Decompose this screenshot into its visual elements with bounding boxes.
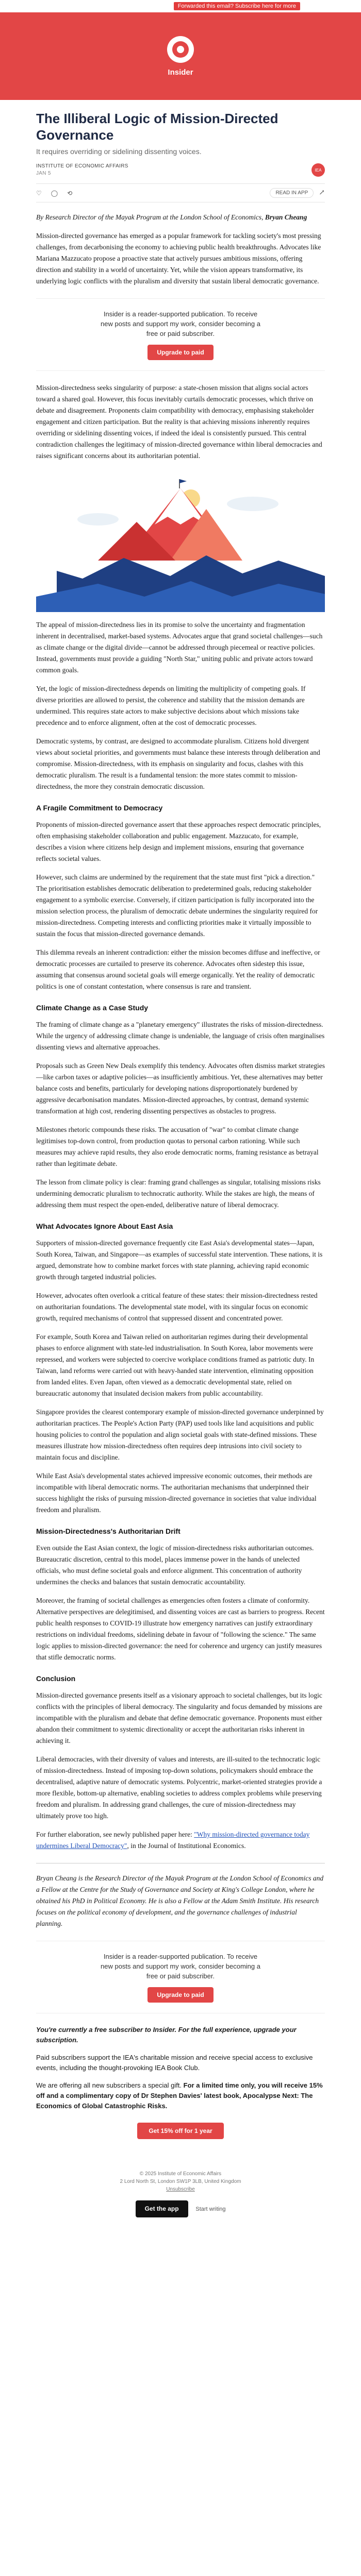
article-subtitle: It requires overriding or sidelining dissenting voices.	[36, 147, 202, 156]
section-heading: Mission-Directedness's Authoritarian Drift	[36, 1527, 180, 1535]
paper-link[interactable]: "Why mission-directed governance today undermines Liberal Democracy"	[36, 1831, 310, 1850]
paragraph: However, such claims are undermined by the requirement that the state must first "pick a direction." The prioritisation establishes democratic deliberation to predetermined goals, reducing stakeholder engagement to a symbolic exercise. Conversely, if citizen participation is fully incorporated into the mission selection process, the pluralism of democratic debate undermines the singularity required for mission-directedness. Competing interests and conflicting priorities make it virtually impossible to sustain the focus that mission-directed governance demands.	[36, 873, 318, 938]
promo-text-3: free or paid subscriber.	[146, 330, 215, 337]
avatar[interactable]: IEA	[311, 163, 325, 177]
paragraph: This dilemma reveals an inherent contradiction: either the mission becomes diffuse and ineffective, or democratic processes are curtailed to preserve its coherence. Advocates often sidestep this issue, assuming that consensus around societal goals will emerge organically. Yet the reality of democratic politics is one of constant contestation, where consensus is rare and transient.	[36, 948, 320, 990]
paragraph: Mission-directed governance presents itself as a visionary approach to societal challenges, but its logic conflicts with the principles of liberal democracy. The singularity and focus demanded by missions are incompatible with the pluralism and debate that define democratic governance. Proponents must either abandon their commitment to systemic directionality or accept the authoritarian risks inherent in achieving it.	[36, 1691, 322, 1744]
paragraph: Moreover, the framing of societal challenges as emergencies often fosters a climate of conformity. Alternative perspectives are delegitimised, and dissenting voices are cast as barriers to progress. Recent public health responses to COVID-19 illustrate how emergency narratives can justify extraordinary restrictions on individual freedoms, sidelining debate in favour of "following the science." The same logic applies to mission-directed governance: the need for coherence and urgency can justify measures that stifle democratic norms.	[36, 1597, 325, 1661]
hero-illustration	[36, 473, 325, 612]
restack-button[interactable]	[67, 190, 72, 197]
paragraph: Democratic systems, by contrast, are designed to accommodate pluralism. Citizens hold divergent views about societal priorities, and governments must balance these interests through deliberation and compromise. Mission-directedness, with its emphasis on singularity and focus, clashes with this democratic pluralism. The result is a fundamental tension: the more states commit to mission-directedness, the more they constrain democratic discussion.	[36, 737, 320, 790]
article	[36, 110, 325, 2238]
publish-date: JAN 5	[36, 171, 51, 176]
paid-benefits: Paid subscribers support the IEA's charitable mission and receive special access to exclusive events, including the thought-provoking IEA Book Club.	[36, 2054, 313, 2072]
journal-text: , in the Journal of Institutional Economics.	[127, 1842, 246, 1850]
forward-banner	[0, 0, 361, 12]
unsubscribe-link[interactable]: Unsubscribe	[166, 2187, 195, 2192]
promo-text-2: new posts and support my work, consider becoming a	[101, 320, 260, 328]
restack-icon: ⟲	[67, 189, 73, 197]
paragraph: Mission-directed governance has emerged as a popular framework for tackling society's most pressing challenges, from decarbonising the economy to achieving public health breakthroughs. Advocates like Mariana Mazzucato propose a proactive state that actively pursues ambitious missions, offering direction and stability in a world of uncertainty. Yet, while the vision appears transformative, its underlying logic conflicts with the pluralism and diversity that sustain liberal democratic governance.	[36, 232, 321, 285]
article-title[interactable]: The Illiberal Logic of Mission-Directed Governance	[36, 111, 278, 143]
offer-text: We are offering all new subscribers a special gift.	[36, 2081, 184, 2089]
email-footer	[36, 2170, 325, 2217]
paragraph: While East Asia's developmental states achieved impressive economic outcomes, their methods are incompatible with liberal democratic norms. The authoritarian mechanisms that underpinned their success highlight the risks of pursuing mission-directed governance in societies that value individual freedom and pluralism.	[36, 1472, 317, 1514]
paragraph: The framing of climate change as a "planetary emergency" illustrates the risks of mission-directedness. While the urgency of addressing climate change is undeniable, the language of crisis often marginalises dissenting views and alternative approaches.	[36, 1021, 325, 1051]
subscribe-promo-bottom	[36, 1941, 325, 2013]
subscribe-link[interactable]: Forwarded this email? Subscribe here for more	[174, 2, 300, 10]
upgrade-button[interactable]: Upgrade to paid	[147, 1987, 213, 2003]
free-note-text: You're currently a free subscriber to Insider. For the full experience, upgrade your subscription.	[36, 2026, 297, 2044]
byline	[36, 163, 128, 177]
share-icon[interactable]: ↗	[319, 189, 325, 197]
copyright: © 2025 Institute of Economic Affairs	[139, 2171, 222, 2177]
intro-by: By Research Director of the Mayak Program at the London School of Economics,	[36, 213, 264, 221]
action-bar	[36, 183, 325, 202]
promo-text-2: new posts and support my work, consider becoming a	[101, 1962, 260, 1970]
section-heading: A Fragile Commitment to Democracy	[36, 804, 163, 812]
paragraph: The appeal of mission-directedness lies in its promise to solve the uncertainty and fragmentation inherent in decentralised, market-based systems. Advocates argue that grand societal challenges—such as climate change or the digital divide—cannot be addressed through piecemeal or reactive policies. Instead, governments must provide a guiding "North Star," uniting public and private actors toward common goals.	[36, 621, 323, 674]
further-reading-text: For further elaboration, see newly published paper here:	[36, 1831, 194, 1838]
subscribe-promo	[36, 298, 325, 371]
upgrade-button[interactable]: Upgrade to paid	[147, 345, 213, 360]
section-heading: What Advocates Ignore About East Asia	[36, 1222, 173, 1230]
author-intro	[36, 212, 325, 223]
promo-text-1: Insider is a reader-supported publication. To receive	[103, 1953, 258, 1960]
paragraph: Proposals such as Green New Deals exemplify this tendency. Advocates often dismiss market strategies—like carbon taxes or adaptive policies—as insufficiently ambitious. Yet, these alternatives may better balance costs and benefits, particularly for developing nations disproportionately burdened by aggressive decarbonisation mandates. Mission-directed approaches, by contrast, demand systemic transformation at high cost, rendering dissenting perspectives as obstacles to progress.	[36, 1062, 325, 1115]
publisher-name[interactable]: INSTITUTE OF ECONOMIC AFFAIRS	[36, 163, 128, 169]
heart-icon: ♡	[36, 189, 42, 197]
paragraph: Proponents of mission-directed governance assert that these approaches respect democratic principles, often emphasising stakeholder collaboration and public engagement. Mazzucato, for example, describes a vision where citizens help design and implement missions, ensuring that governance reflects societal values.	[36, 821, 321, 862]
author-bio: Bryan Cheang is the Research Director of the Mayak Program at the London School of Economics and a Fellow at the Centre for the Study of Governance and Society at King's College London, where he obtained his PhD in Political Economy. He is also a Fellow at the Adam Smith Institute. His research focuses on the political economy of development, and the governance challenges of industrial planning.	[36, 1874, 324, 1927]
promo-text-3: free or paid subscriber.	[146, 1972, 215, 1980]
section-heading: Climate Change as a Case Study	[36, 1004, 149, 1012]
paragraph: Supporters of mission-directed governance frequently cite East Asia's developmental states—Japan, South Korea, Taiwan, and Singapore—as examples of successful state intervention. These nations, it is argued, demonstrate how to combine market forces with state planning, achieving rapid economic growth through targeted industrial policies.	[36, 1239, 323, 1281]
paragraph: Liberal democracies, with their diversity of values and interests, are ill-suited to the technocratic logic of mission-directedness. Instead of imposing top-down solutions, policymakers should embrace the decentralised, adaptive nature of democratic systems. Polycentric, market-oriented strategies provide a more flexible, bottom-up alternative, enabling societies to address complex problems while preserving freedom and pluralism. In addressing grand challenges, the cure of mission-directedness may ultimately prove too high.	[36, 1755, 322, 1820]
paragraph-further-reading	[36, 1829, 325, 1852]
read-in-app-button[interactable]: READ IN APP	[270, 188, 314, 198]
comment-icon: ◯	[51, 189, 58, 197]
paragraph: Mission-directedness seeks singularity of purpose: a state-chosen mission that aligns social actors toward a shared goal. However, this focus inevitably curtails democratic processes, which thrive on debate and disagreement. Proponents claim compatibility with democracy, emphasising stakeholder engagement and citizen participation. But the reality is that achieving missions inherently requires overriding or sidelining dissenting voices, if indeed the ideal is consistently pursued. This central contradiction challenges the legitimacy of mission-directed governance within liberal democracies and raises significant concerns about its authoritarian potential.	[36, 384, 322, 460]
like-button[interactable]	[36, 190, 42, 197]
offer-strong: For a limited time only, you will receive 15% off and a complimentary copy of Dr Stephen Davies' latest book, Apocalypse Next: The Economics of Global Catastrophic Risks.	[36, 2081, 323, 2110]
comment-button[interactable]	[51, 190, 58, 197]
masthead	[0, 12, 361, 100]
paragraph: However, advocates often overlook a critical feature of these states: their mission-directedness rested on authoritarian foundations. The developmental state model, with its singular focus on economic growth, required mechanisms of control that suppressed dissent and concentrated power.	[36, 1292, 318, 1322]
address: 2 Lord North St, London SW1P 3LB, United Kingdom	[120, 2179, 241, 2184]
start-writing-link[interactable]: Start writing	[195, 2206, 226, 2212]
paragraph: Milestones rhetoric compounds these risks. The accusation of "war" to combat climate change legitimises top-down control, from production quotas to personal carbon rationing. While such measures may achieve rapid results, they also erode democratic norms, framing resistance as betrayal rather than legitimate debate.	[36, 1126, 319, 1167]
get-app-button[interactable]: Get the app	[136, 2200, 188, 2217]
paragraph: Yet, the logic of mission-directedness depends on limiting the multiplicity of competing goals. If diverse priorities are allowed to persist, the coherence and stability that the mission demands are undermined. This requires state actors to make subjective decisions about which missions take precedence and to enforce alignment, often at the cost of democratic processes.	[36, 685, 306, 726]
byline-row	[36, 163, 325, 177]
discount-button[interactable]: Get 15% off for 1 year	[137, 2123, 223, 2139]
offer-note	[36, 2080, 325, 2111]
author-name: Bryan Cheang	[265, 213, 307, 221]
paragraph: For example, South Korea and Taiwan relied on authoritarian regimes during their developmental phases to enforce alignment with state-led industrialisation. In South Korea, labor movements were repressed, and workers were subjected to coercive workplace conditions framed as patriotic duty. In Taiwan, land reforms were carried out with heavy-handed state intervention, eliminating opposition from landed elites. Even Japan, often viewed as a democratic developmental state, relied on bureaucratic autonomy that insulated decision makers from public accountability.	[36, 1333, 315, 1397]
mountain-illustration	[36, 473, 325, 612]
free-subscriber-note	[36, 2025, 325, 2045]
promo-text-1: Insider is a reader-supported publication. To receive	[103, 310, 258, 318]
paragraph: Singapore provides the clearest contemporary example of mission-directed governance underpinned by authoritarian practices. The People's Action Party (PAP) used tools like land acquisitions and public housing policies to control the population and align societal goals with state-defined missions. These measures illustrate how mission-directedness often requires deep intrusions into civil society to maintain focus and discipline.	[36, 1408, 324, 1461]
brand-name[interactable]: Insider	[168, 67, 193, 77]
paragraph: Even outside the East Asian context, the logic of mission-directedness risks authoritarian outcomes. Bureaucratic discretion, central to this model, places immense power in the hands of unelected officials, who must define societal goals and enforce alignment. This concentration of authority undermines the checks and balances that sustain democratic accountability.	[36, 1544, 314, 1586]
cta-wrap	[36, 2123, 325, 2139]
logo-icon	[167, 36, 194, 63]
section-heading: Conclusion	[36, 1674, 76, 1683]
paragraph: The lesson from climate policy is clear: framing grand challenges as singular, totalising missions risks undermining democratic pluralism to technocratic authority. While the stakes are high, the means of addressing them must respect the open-ended, deliberative nature of liberal democracy.	[36, 1178, 321, 1209]
